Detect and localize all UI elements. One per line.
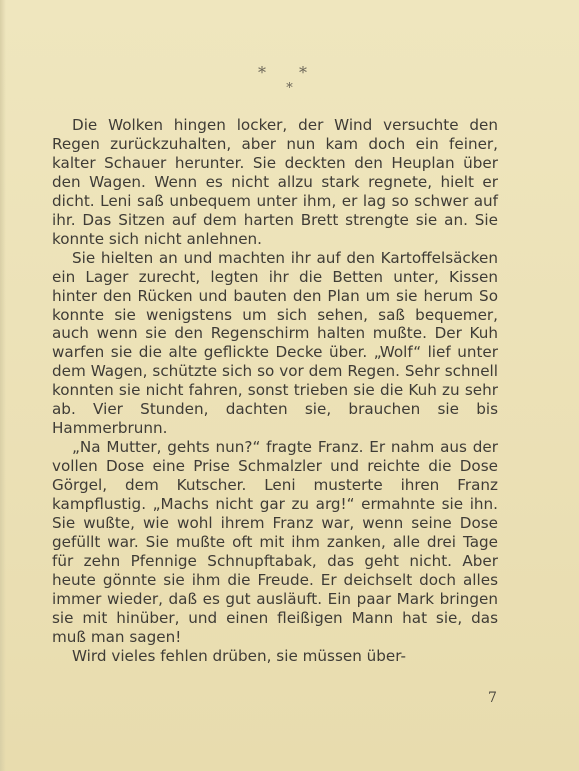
page-edge-shadow (0, 0, 6, 771)
ornament-bottom-star: * (286, 81, 293, 96)
asterism-ornament (0, 64, 579, 98)
paragraph-2: Sie hielten an und machten ihr auf den Kartoffelsäcken ein Lager zurecht, legten ihr die Betten unter, Kissen hinter den Rücken und bauten den Plan um sie herum So konnte sie wenigstens um sich sehen, saß bequemer, auch wenn sie den Regenschirm halten mußte. Der Kuh warfen sie die alte geflickte Decke über. „Wolf“ lief unter dem Wagen, schützte sich so vor dem Regen. Sehr schnell konnten sie nicht fahren, sonst trieben sie die Kuh zu sehr ab. Vier Stunden, dachten sie, brauchen sie bis Hammerbrunn. (52, 248, 498, 438)
ornament-top-stars: * * (257, 63, 322, 82)
paragraph-1: Die Wolken hingen locker, der Wind versuchte den Regen zurückzuhalten, aber nun kam doch ein feiner, kalter Schauer herunter. Sie deckten den Heuplan über den Wagen. Wenn es nicht allzu stark regnete, hielt er dicht. Leni saß unbequem unter ihm, er lag so schwer auf ihr. Das Sitzen auf dem harten Brett strengte sie an. Sie konnte sich nicht anlehnen. (52, 116, 498, 248)
paragraph-4: Wird vieles fehlen drüben, sie müssen über- (72, 646, 407, 665)
page-number: 7 (488, 690, 497, 706)
body-text (52, 116, 498, 666)
paragraph-3: „Na Mutter, gehts nun?“ fragte Franz. Er nahm aus der vollen Dose eine Prise Schmalzler und reichte die Dose Görgel, dem Kutscher. Leni musterte ihren Franz kampflustig. „Machs nicht gar zu arg!“ ermahnte sie ihn. Sie wußte, wie wohl ihrem Franz war, wenn seine Dose gefüllt war. Sie mußte oft mit ihm zanken, alle drei Tage für zehn Pfennige Schnupftabak, das geht nicht. Aber heute gönnte sie ihm die Freude. Er deichselt doch alles immer wieder, daß es gut ausläuft. Ein paar Mark bringen sie mit hinüber, und einen fleißigen Mann hat sie, das muß man sagen! (52, 438, 498, 646)
